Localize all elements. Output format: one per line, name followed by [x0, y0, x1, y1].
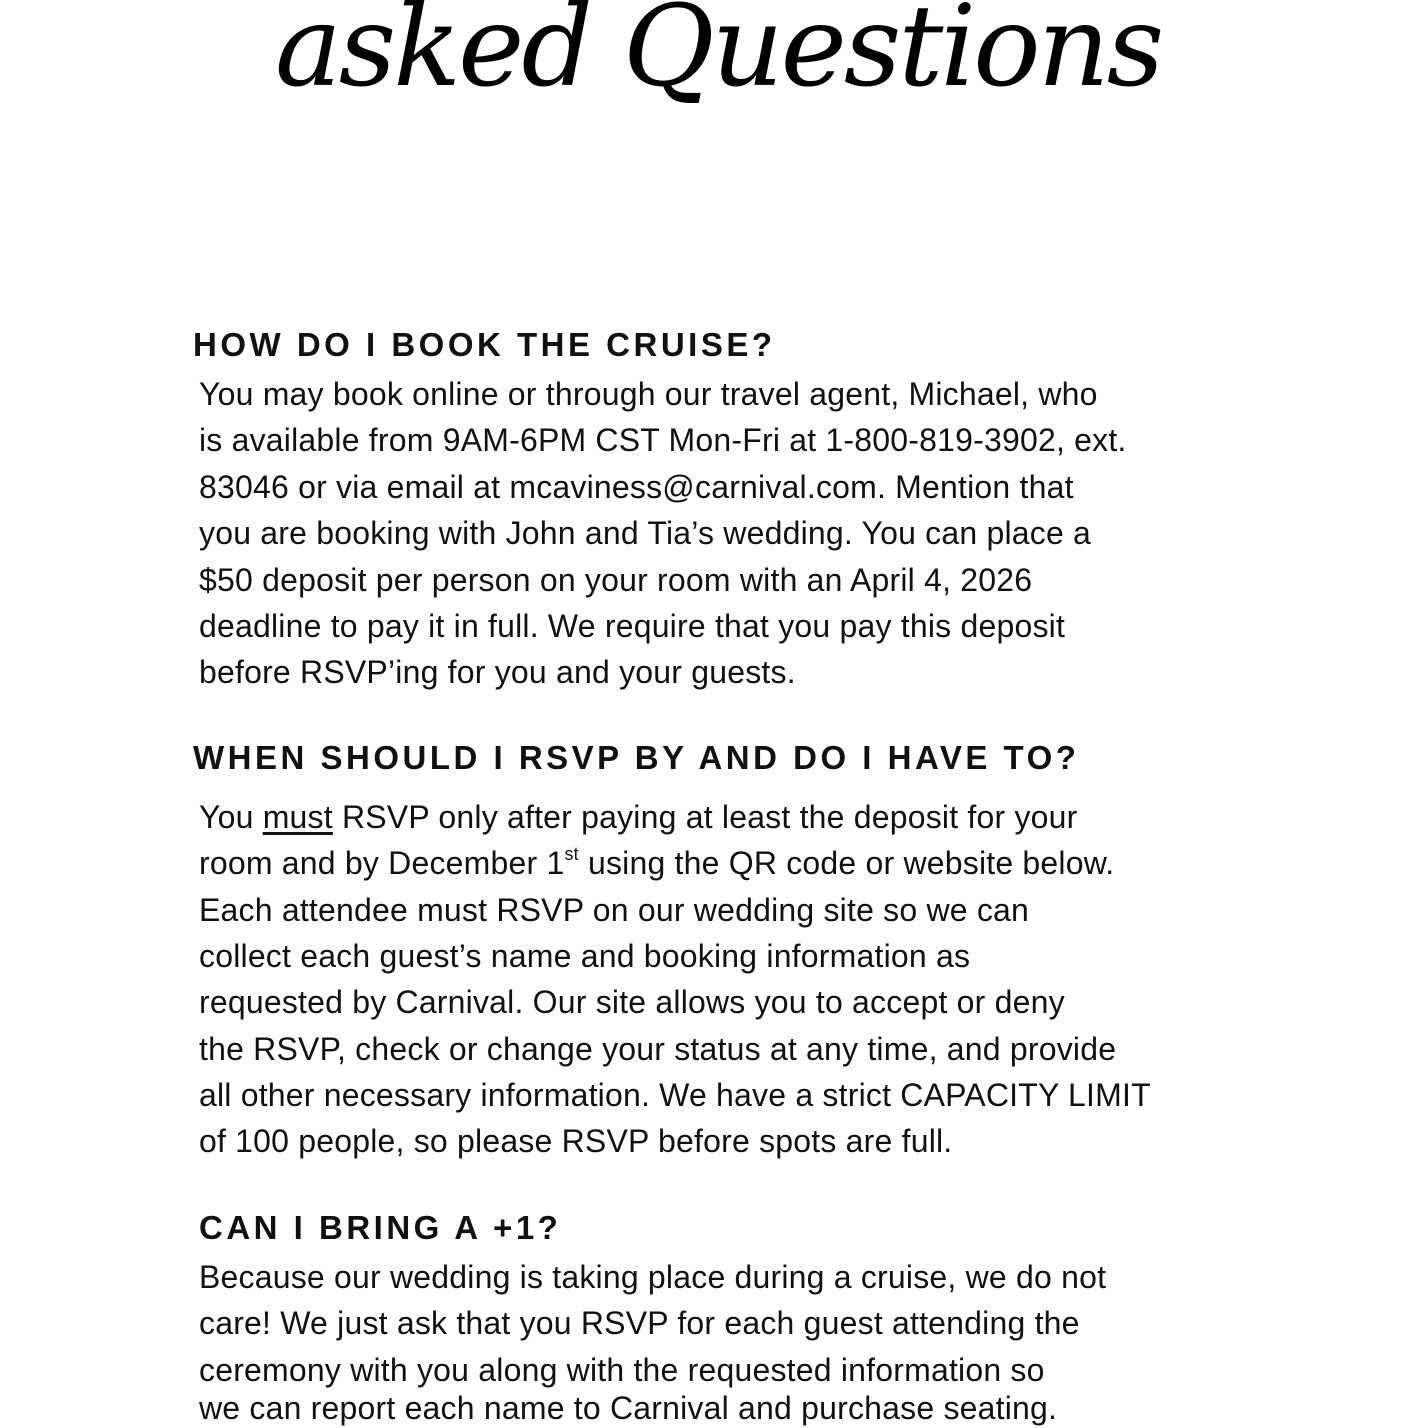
- text: using the QR code or website below.: [578, 845, 1115, 881]
- body-line: [199, 797, 1078, 837]
- emphasis-must: must: [262, 799, 333, 835]
- body-line: collect each guest’s name and booking information as: [199, 938, 971, 974]
- body-line: You may book online or through our travel agent, Michael, who: [199, 376, 1098, 412]
- text: RSVP only after paying at least the deposit for your: [332, 799, 1078, 835]
- body-line: ceremony with you along with the requested information so: [199, 1352, 1045, 1388]
- body-line: all other necessary information. We have a strict CAPACITY LIMIT: [199, 1077, 1151, 1113]
- body-line: requested by Carnival. Our site allows you to accept or deny: [199, 984, 1065, 1020]
- body-line: you are booking with John and Tia’s wedding. You can place a: [199, 515, 1092, 551]
- body-line: care! We just ask that you RSVP for each guest attending the: [199, 1305, 1080, 1341]
- text: room and by December 1: [199, 845, 565, 881]
- faq-heading-rsvp: WHEN SHOULD I RSVP BY AND DO I HAVE TO?: [193, 739, 1080, 776]
- ordinal-suffix: st: [564, 844, 579, 864]
- body-line: the RSVP, check or change your status at any time, and provide: [199, 1031, 1117, 1067]
- body-line: Each attendee must RSVP on our wedding site so we can: [199, 892, 1030, 928]
- body-line: before RSVP’ing for you and your guests.: [199, 654, 796, 690]
- body-line: $50 deposit per person on your room with an April 4, 2026: [199, 562, 1033, 598]
- body-line: [199, 843, 1114, 883]
- body-line: Because our wedding is taking place during a cruise, we do not: [199, 1259, 1107, 1295]
- faq-heading-plus-one: CAN I BRING A +1?: [199, 1209, 562, 1246]
- text: You: [199, 799, 263, 835]
- script-title: asked Questions: [275, 0, 1162, 112]
- body-line: is available from 9AM-6PM CST Mon-Fri at 1-800-819-3902, ext.: [199, 422, 1127, 458]
- body-line: 83046 or via email at mcaviness@carnival.com. Mention that: [199, 469, 1074, 505]
- body-line: of 100 people, so please RSVP before spots are full.: [199, 1123, 953, 1159]
- body-line: we can report each name to Carnival and purchase seating.: [199, 1390, 1058, 1426]
- body-line: deadline to pay it in full. We require that you pay this deposit: [199, 608, 1066, 644]
- faq-heading-booking: HOW DO I BOOK THE CRUISE?: [193, 326, 776, 363]
